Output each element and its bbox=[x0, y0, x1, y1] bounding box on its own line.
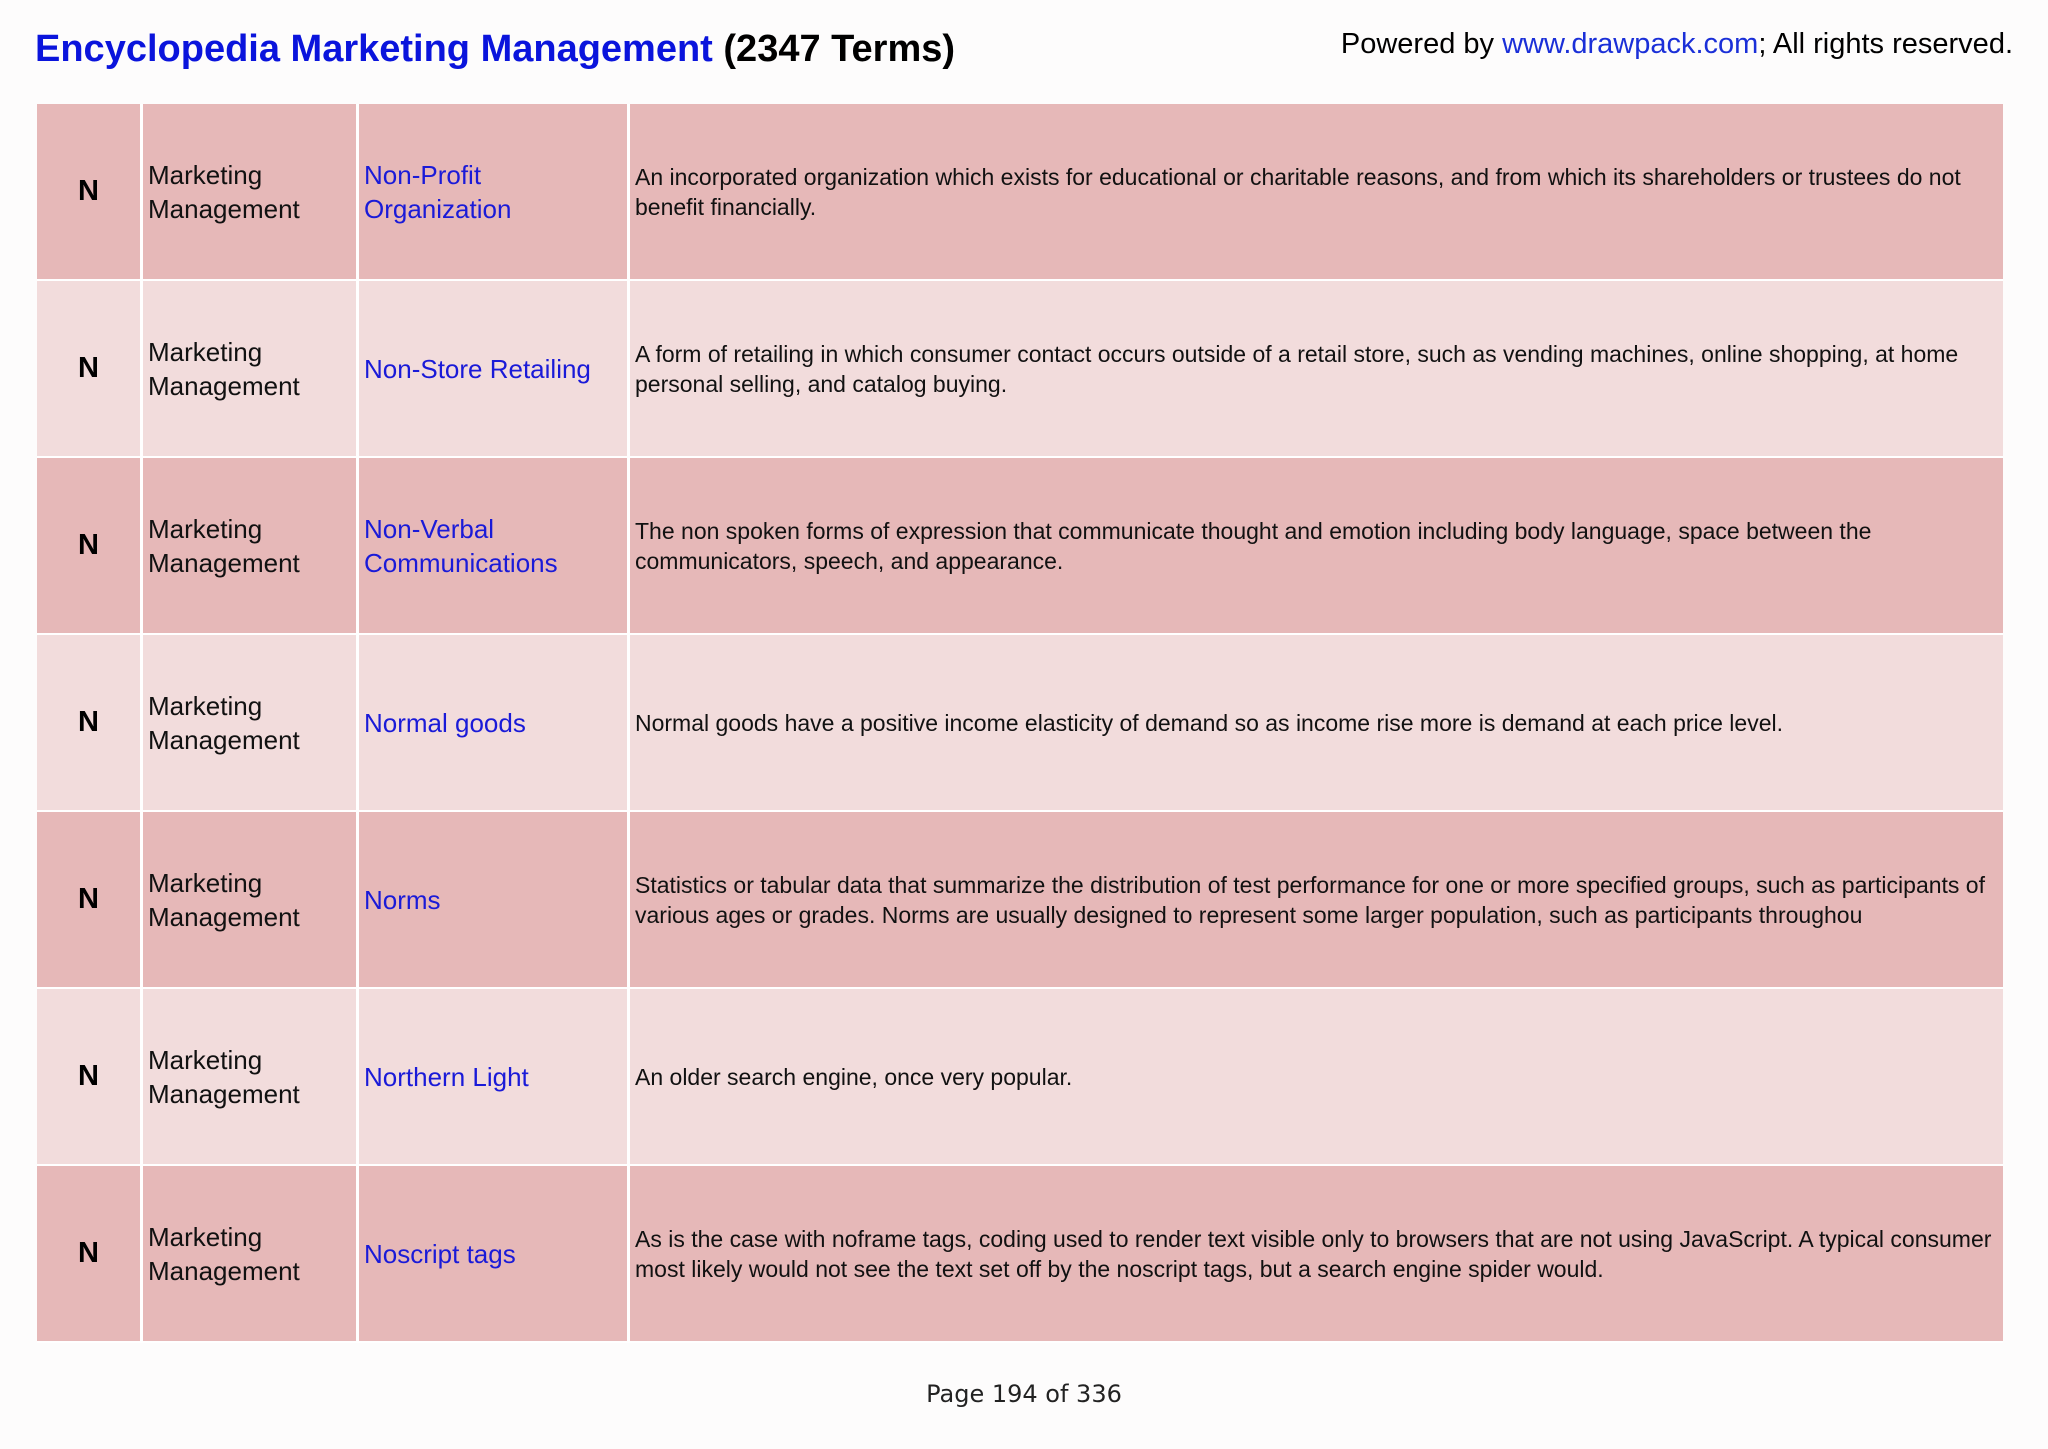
letter-cell: N bbox=[37, 989, 143, 1164]
category-cell: Marketing Management bbox=[143, 989, 359, 1164]
definition-cell: An older search engine, once very popular. bbox=[635, 1063, 1073, 1090]
table-row bbox=[37, 989, 2003, 1166]
powered-by-notice bbox=[1341, 28, 2013, 61]
table-row bbox=[37, 281, 2003, 458]
letter-cell: N bbox=[37, 458, 143, 633]
category-cell: Marketing Management bbox=[143, 281, 359, 456]
term-count: (2347 Terms) bbox=[712, 28, 956, 70]
letter-cell: N bbox=[37, 104, 143, 279]
table-row bbox=[37, 635, 2003, 812]
term-link[interactable]: Normal goods bbox=[359, 635, 630, 810]
category-cell: Marketing Management bbox=[143, 812, 359, 987]
term-link[interactable]: Non-Profit Organization bbox=[359, 104, 630, 279]
table-row bbox=[37, 812, 2003, 989]
letter-cell: N bbox=[37, 635, 143, 810]
category-cell: Marketing Management bbox=[143, 635, 359, 810]
definition-cell: Normal goods have a positive income elasticity of demand so as income rise more is demand at each price level. bbox=[635, 709, 1784, 736]
letter-cell: N bbox=[37, 1166, 143, 1341]
drawpack-link[interactable]: www.drawpack.com bbox=[1502, 28, 1759, 60]
term-link[interactable]: Northern Light bbox=[359, 989, 630, 1164]
powered-prefix: Powered by bbox=[1340, 28, 1503, 60]
page-header bbox=[0, 0, 2048, 100]
letter-cell: N bbox=[37, 812, 143, 987]
category-cell: Marketing Management bbox=[143, 1166, 359, 1341]
definition-cell: A form of retailing in which consumer contact occurs outside of a retail store, such as vending machines, online shopping, at home personal selling, and catalog buying. bbox=[635, 340, 1959, 397]
definition-cell: Statistics or tabular data that summarize the distribution of test performance for one or more specified groups, such as participants of various ages or grades. Norms are usually designed to represent some larger population, such as participants throughou bbox=[635, 871, 1985, 928]
term-link[interactable]: Norms bbox=[359, 812, 630, 987]
definition-cell: The non spoken forms of expression that communicate thought and emotion including body language, space between the communicators, speech, and appearance. bbox=[635, 517, 1872, 574]
table-row bbox=[37, 104, 2003, 281]
definition-cell: An incorporated organization which exists for educational or charitable reasons, and from which its shareholders or trustees do not benefit financially. bbox=[635, 163, 1961, 220]
glossary-table bbox=[37, 104, 2003, 1343]
category-cell: Marketing Management bbox=[143, 104, 359, 279]
term-link[interactable]: Noscript tags bbox=[359, 1166, 630, 1341]
page-title bbox=[35, 28, 955, 71]
definition-cell: As is the case with noframe tags, coding used to render text visible only to browsers that are not using JavaScript. A typical consumer most likely would not see the text set off by the noscript tags, but a search engine spider would. bbox=[635, 1225, 1992, 1282]
title-link[interactable]: Encyclopedia Marketing Management bbox=[35, 28, 713, 70]
letter-cell: N bbox=[37, 281, 143, 456]
rights-notice: ; All rights reserved. bbox=[1758, 28, 2013, 60]
term-link[interactable]: Non-Verbal Communications bbox=[359, 458, 630, 633]
table-row bbox=[37, 458, 2003, 635]
term-link[interactable]: Non-Store Retailing bbox=[359, 281, 630, 456]
page-number: Page 194 of 336 bbox=[926, 1380, 1122, 1408]
category-cell: Marketing Management bbox=[143, 458, 359, 633]
table-row bbox=[37, 1166, 2003, 1343]
